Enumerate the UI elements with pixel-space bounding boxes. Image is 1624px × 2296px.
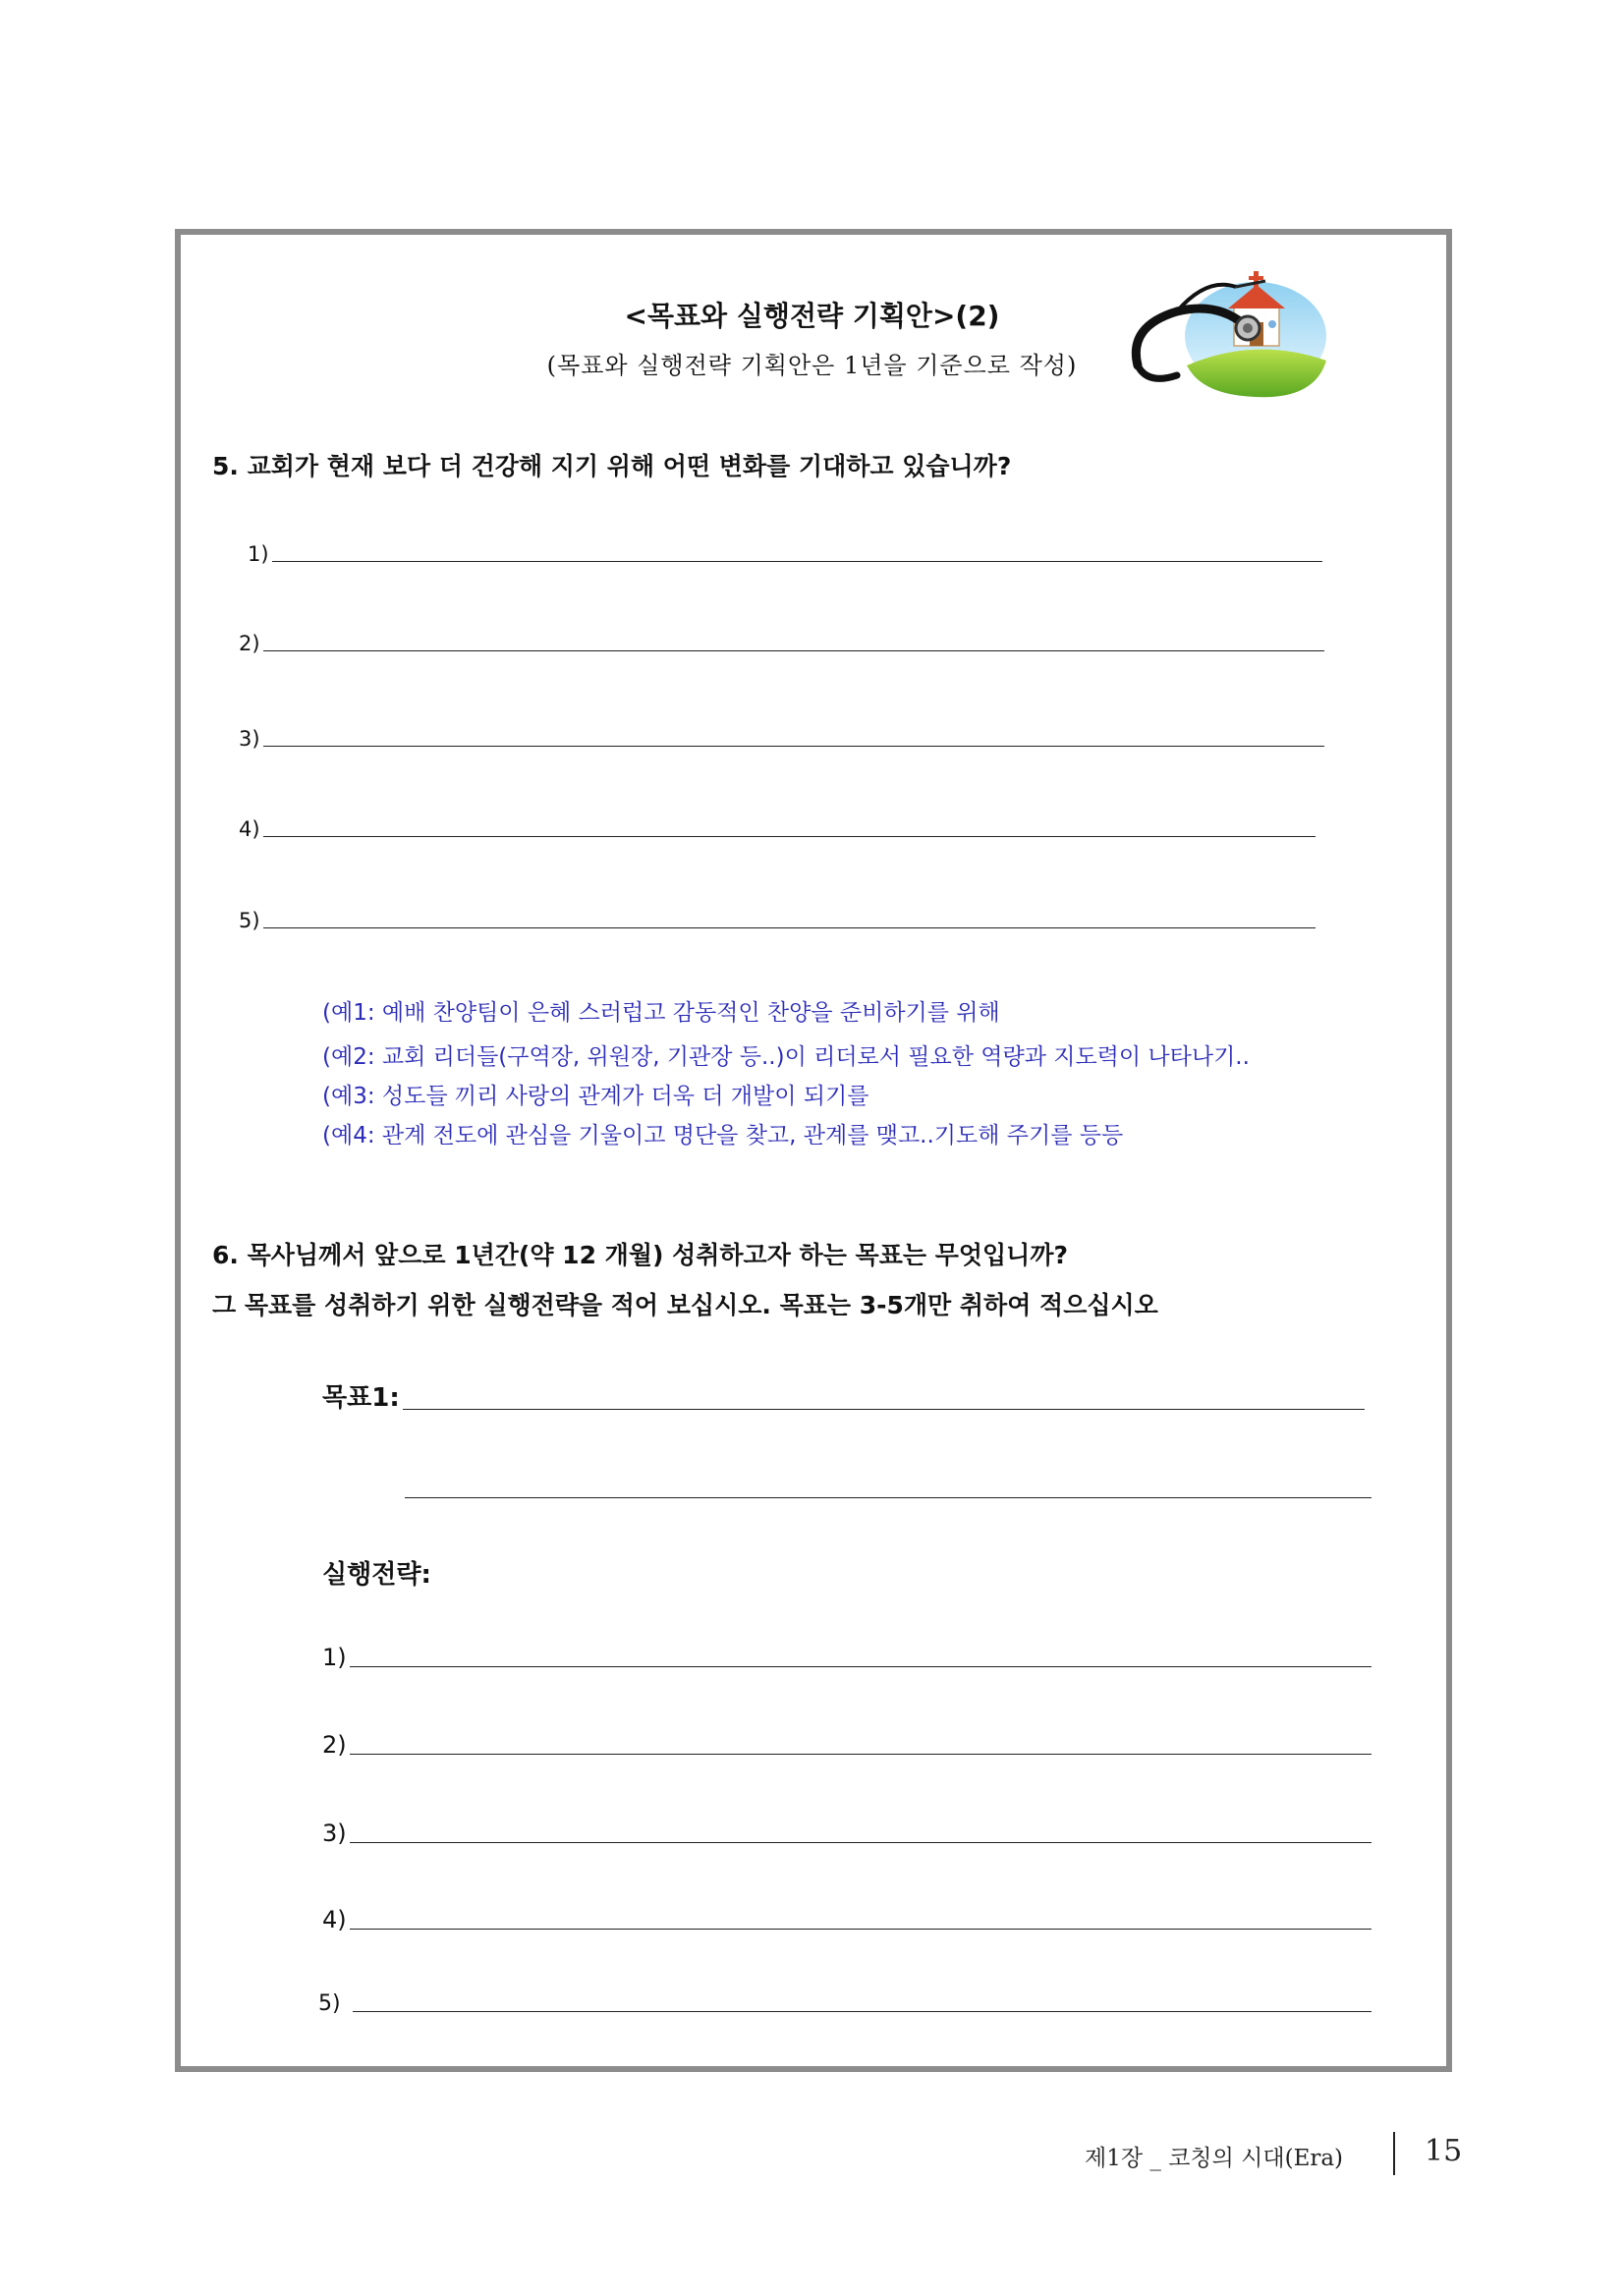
write-line xyxy=(350,1665,1372,1667)
strategy-label: 실행전략: xyxy=(322,1560,431,1590)
example-1: (예1: 예배 찬양팀이 은혜 스러럽고 감동적인 찬양을 준비하기를 위해 xyxy=(322,1000,1000,1026)
footer-separator xyxy=(1393,2132,1395,2175)
item-number: 4) xyxy=(322,1906,347,1933)
write-line xyxy=(263,649,1324,651)
goal-1-continuation-line[interactable] xyxy=(405,1497,1372,1498)
answer-line-5-2[interactable] xyxy=(239,632,1324,655)
strategy-line-4[interactable] xyxy=(322,1906,1372,1933)
write-line xyxy=(353,2010,1372,2012)
item-number: 5) xyxy=(318,1991,341,2016)
item-number: 4) xyxy=(239,817,260,841)
goal-label: 목표1: xyxy=(322,1383,400,1413)
write-line xyxy=(350,1928,1372,1930)
write-line xyxy=(272,560,1322,562)
answer-line-5-1[interactable] xyxy=(248,542,1322,566)
item-number: 3) xyxy=(322,1820,347,1847)
answer-line-5-3[interactable] xyxy=(239,727,1324,751)
item-number: 1) xyxy=(248,542,269,566)
question-6-line-1: 6. 목사님께서 앞으로 1년간(약 12 개월) 성취하고자 하는 목표는 무엇입니까? xyxy=(212,1241,1068,1269)
footer-chapter: 제1장 _ 코칭의 시대(Era) xyxy=(1085,2146,1344,2171)
question-5: 5. 교회가 현재 보다 더 건강해 지기 위해 어떤 변화를 기대하고 있습니까? xyxy=(212,452,1012,480)
write-line xyxy=(263,745,1324,747)
item-number: 2) xyxy=(322,1731,347,1759)
item-number: 5) xyxy=(239,909,260,932)
strategy-line-1[interactable] xyxy=(322,1644,1372,1671)
write-line xyxy=(263,926,1316,928)
goal-1-line[interactable] xyxy=(322,1377,1365,1414)
write-line xyxy=(350,1753,1372,1755)
strategy-line-3[interactable] xyxy=(322,1820,1372,1847)
item-number: 1) xyxy=(322,1644,347,1671)
write-line xyxy=(403,1408,1365,1410)
write-line xyxy=(263,835,1316,837)
example-3: (예3: 성도들 끼리 사랑의 관계가 더욱 더 개발이 되기를 xyxy=(322,1084,869,1109)
example-4: (예4: 관계 전도에 관심을 기울이고 명단을 찾고, 관계를 맺고..기도해 주기를 등등 xyxy=(322,1123,1124,1148)
question-6-line-2: 그 목표를 성취하기 위한 실행전략을 적어 보십시오. 목표는 3-5개만 취하여 적으십시오 xyxy=(212,1291,1158,1319)
strategy-line-2[interactable] xyxy=(322,1731,1372,1759)
item-number: 3) xyxy=(239,727,260,751)
answer-line-5-4[interactable] xyxy=(239,817,1316,841)
item-number: 2) xyxy=(239,632,260,655)
write-line xyxy=(350,1841,1372,1843)
page-frame xyxy=(175,229,1452,2072)
strategy-line-5[interactable] xyxy=(318,1991,1372,2016)
stethoscope-church-illustration xyxy=(1118,267,1334,405)
page-title: <목표와 실행전략 기획안>(2) xyxy=(624,300,1000,332)
example-2: (예2: 교회 리더들(구역장, 위원장, 기관장 등..)이 리더로서 필요한 역량과 지도력이 나타나기.. xyxy=(322,1044,1250,1070)
answer-line-5-5[interactable] xyxy=(239,909,1316,932)
page-subtitle: (목표와 실행전략 기획안은 1년을 기준으로 작성) xyxy=(546,352,1078,379)
page-number: 15 xyxy=(1425,2134,1463,2168)
